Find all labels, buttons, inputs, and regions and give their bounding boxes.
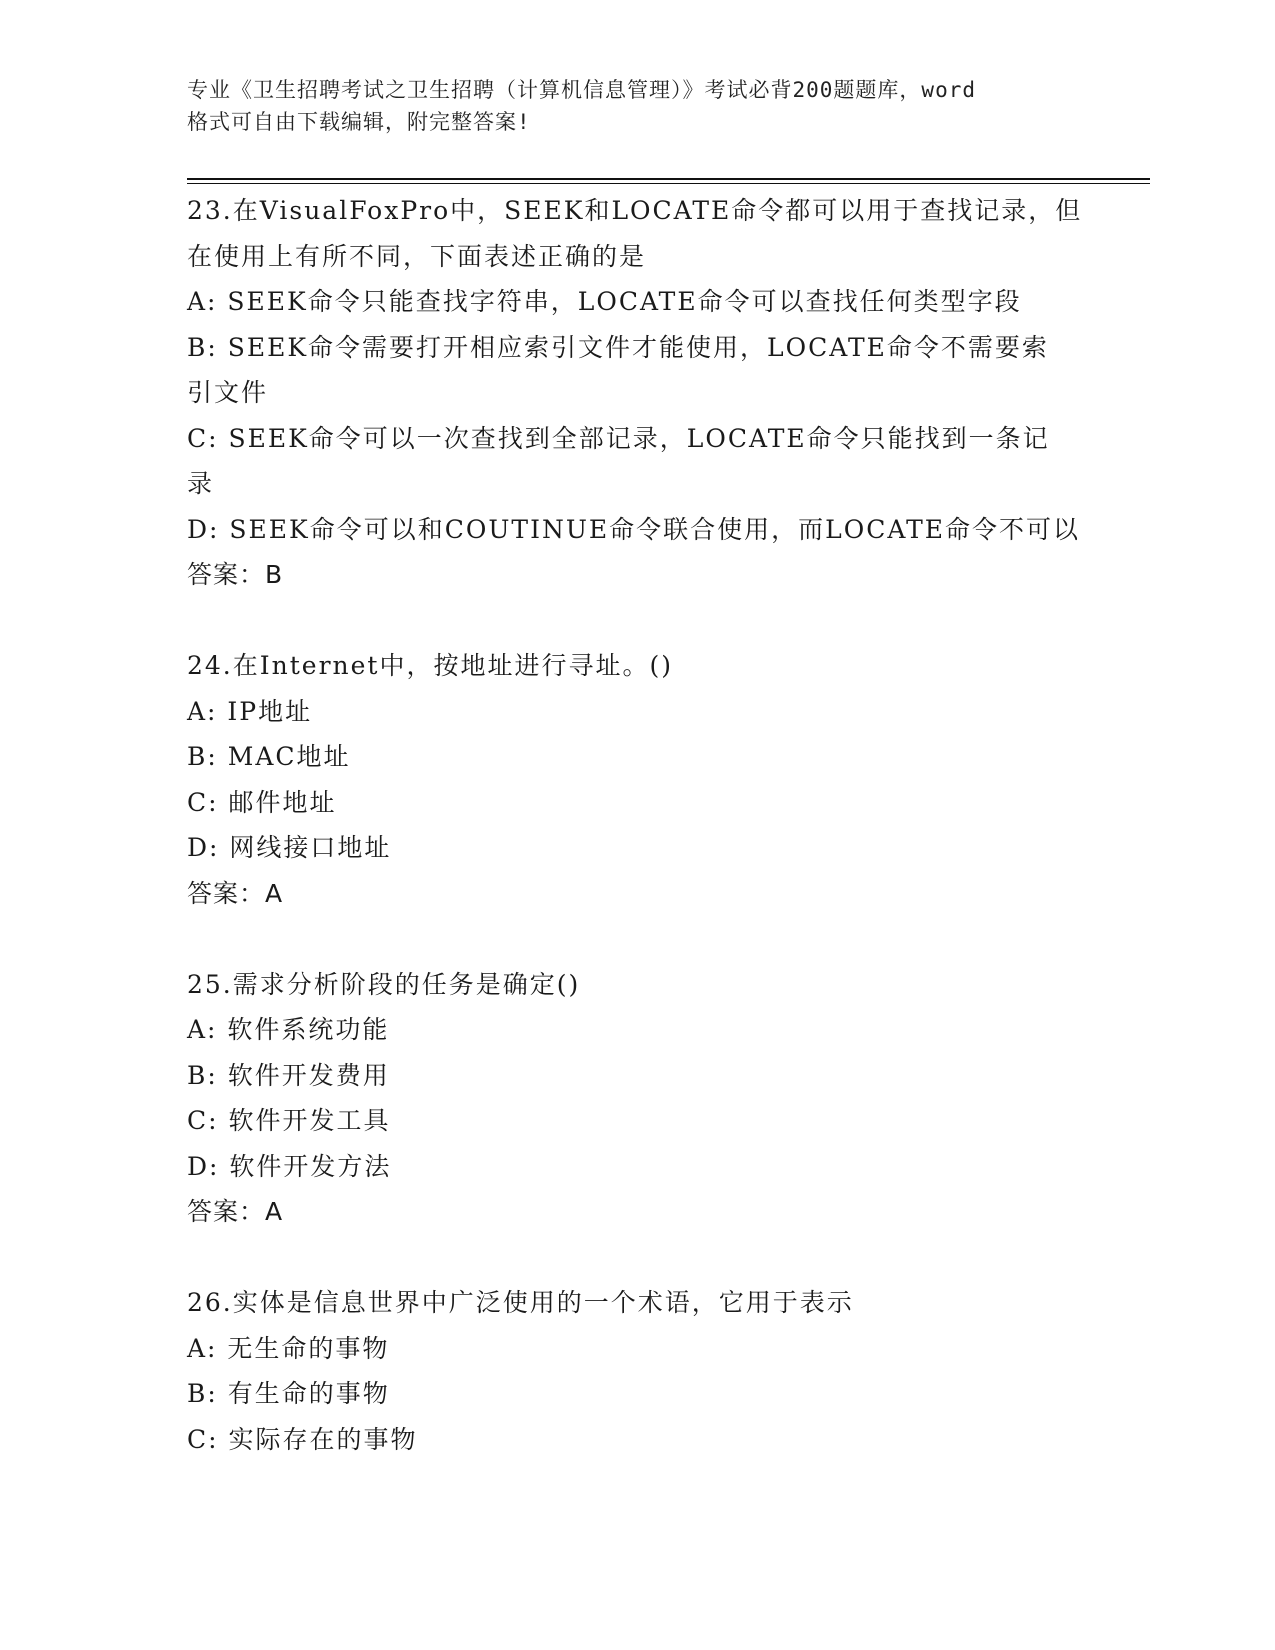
spacer bbox=[187, 598, 1087, 644]
question-24 bbox=[187, 643, 1087, 916]
option-c: C: 实际存在的事物 bbox=[187, 1424, 418, 1454]
header-divider-thin bbox=[187, 183, 1150, 184]
question-26 bbox=[187, 1280, 1087, 1462]
answer: 答案：A bbox=[187, 878, 284, 908]
question-stem: 26.实体是信息世界中广泛使用的一个术语，它用于表示 bbox=[187, 1288, 854, 1317]
spacer bbox=[187, 1235, 1087, 1281]
spacer bbox=[187, 916, 1087, 962]
option-a: A: 软件系统功能 bbox=[187, 1015, 390, 1044]
option-a: A: 无生命的事物 bbox=[187, 1333, 390, 1363]
question-list bbox=[187, 188, 1087, 1462]
answer: 答案：A bbox=[187, 1197, 284, 1226]
option-b: B: 软件开发费用 bbox=[187, 1060, 390, 1090]
document-header bbox=[187, 74, 1087, 138]
option-a: A: SEEK命令只能查找字符串，LOCATE命令可以查找任何类型字段 bbox=[187, 287, 1022, 316]
option-c: C: SEEK命令可以一次查找到全部记录，LOCATE命令只能找到一条记 bbox=[187, 423, 1050, 453]
question-stem: 25.需求分析阶段的任务是确定() bbox=[187, 969, 581, 999]
option-b: B: SEEK命令需要打开相应索引文件才能使用，LOCATE命令不需要索 bbox=[187, 332, 1049, 362]
option-d: D: 软件开发方法 bbox=[187, 1151, 392, 1181]
question-stem: 23.在VisualFoxPro中，SEEK和LOCATE命令都可以用于查找记录，但 bbox=[187, 196, 1083, 225]
option-c: C: 软件开发工具 bbox=[187, 1106, 391, 1135]
header-line-2: 格式可自由下载编辑，附完整答案! bbox=[187, 110, 531, 134]
option-c: 录 bbox=[187, 469, 215, 498]
question-25 bbox=[187, 962, 1087, 1235]
question-23 bbox=[187, 188, 1087, 598]
question-stem: 24.在Internet中，按地址进行寻址。() bbox=[187, 651, 673, 680]
header-divider-thick bbox=[187, 178, 1150, 180]
header-line-1: 专业《卫生招聘考试之卫生招聘（计算机信息管理）》考试必背200题题库，word bbox=[187, 78, 976, 102]
option-a: A: IP地址 bbox=[187, 696, 313, 726]
option-b: 引文件 bbox=[187, 378, 269, 407]
option-d: D: SEEK命令可以和COUTINUE命令联合使用，而LOCATE命令不可以 bbox=[187, 514, 1080, 544]
answer: 答案：B bbox=[187, 560, 284, 589]
option-c: C: 邮件地址 bbox=[187, 787, 337, 817]
question-stem: 在使用上有所不同，下面表述正确的是 bbox=[187, 241, 647, 271]
option-b: B: 有生命的事物 bbox=[187, 1379, 390, 1408]
option-b: B: MAC地址 bbox=[187, 742, 351, 771]
option-d: D: 网线接口地址 bbox=[187, 833, 392, 862]
